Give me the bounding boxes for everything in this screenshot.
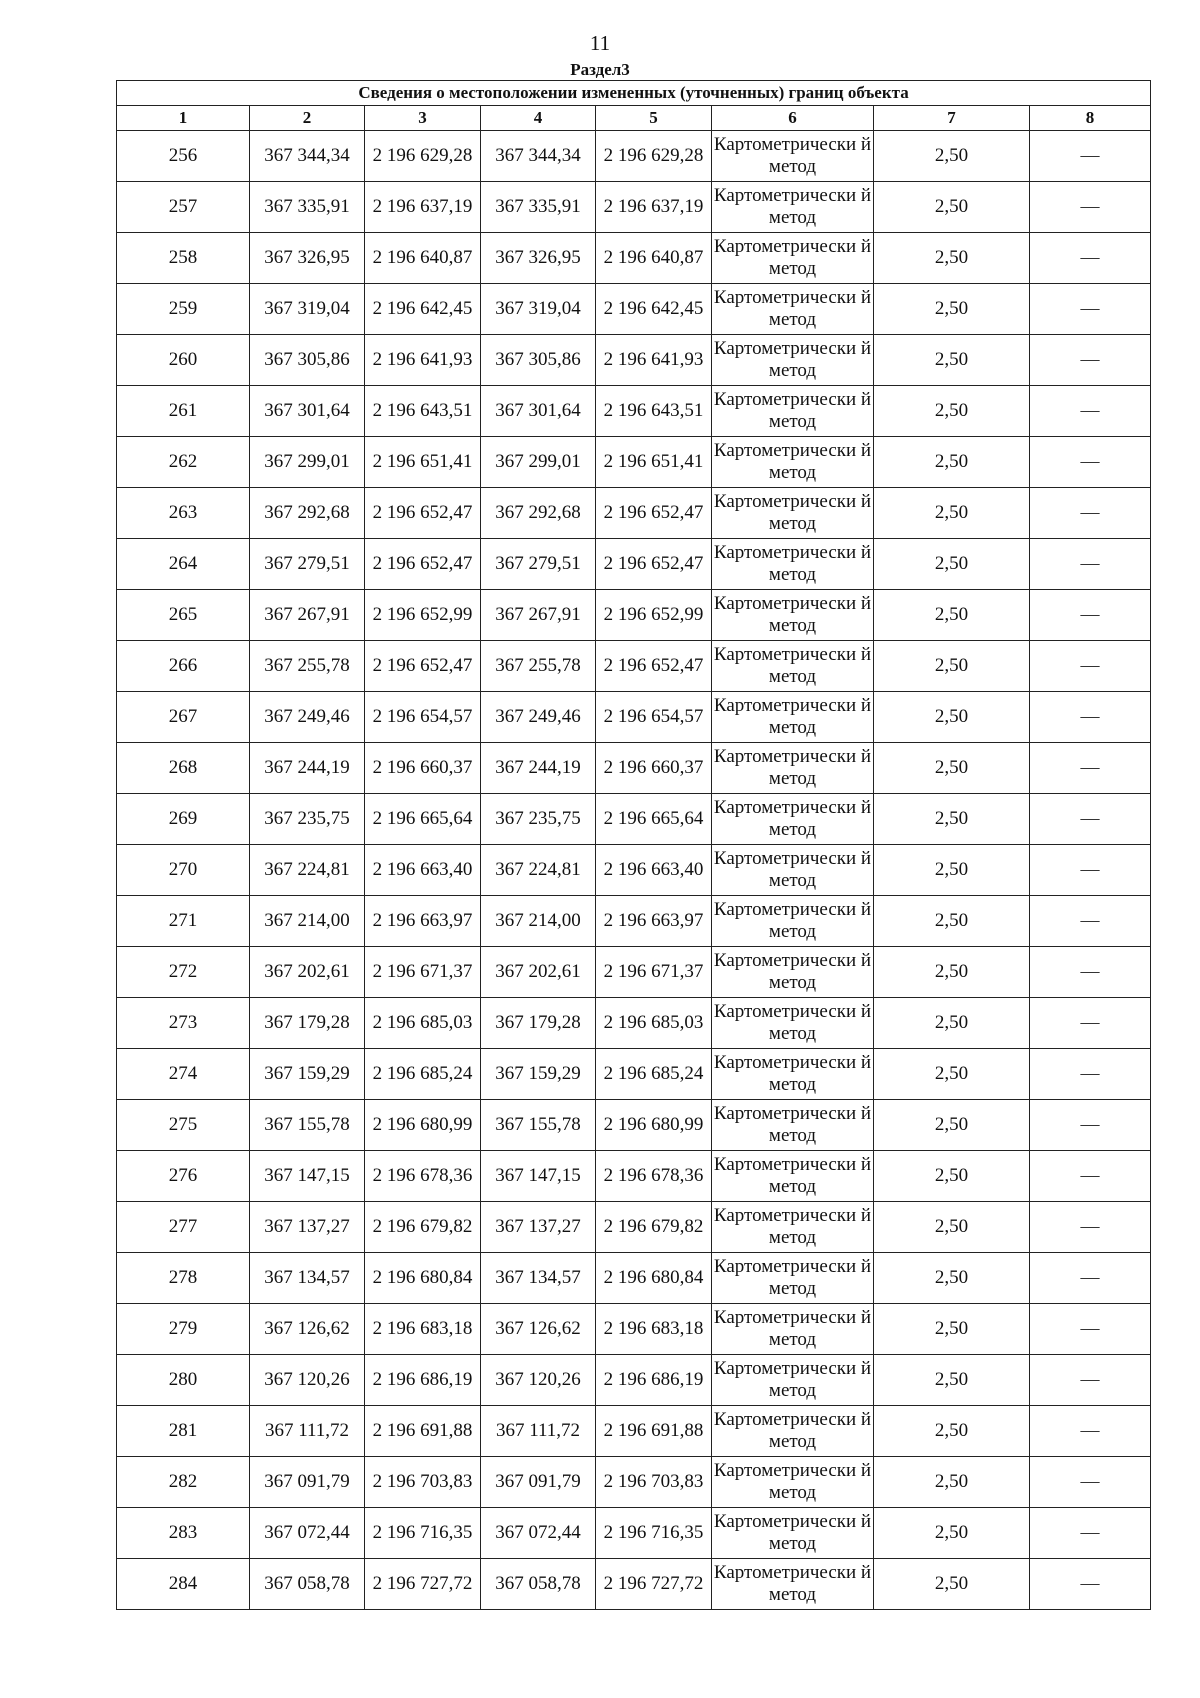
column-number-3: 3 [365, 106, 481, 131]
cell-y-new: 2 196 680,99 [596, 1100, 712, 1151]
cell-method: Картометрически й метод [712, 1151, 874, 1202]
cell-x-old: 367 299,01 [250, 437, 365, 488]
cell-method: Картометрически й метод [712, 896, 874, 947]
cell-method: Картометрически й метод [712, 1304, 874, 1355]
cell-method: Картометрически й метод [712, 233, 874, 284]
cell-x-old: 367 072,44 [250, 1508, 365, 1559]
cell-y-old: 2 196 660,37 [365, 743, 481, 794]
cell-y-old: 2 196 703,83 [365, 1457, 481, 1508]
cell-y-new: 2 196 629,28 [596, 131, 712, 182]
table-row [117, 590, 1151, 641]
cell-description: — [1030, 998, 1151, 1049]
cell-y-old: 2 196 651,41 [365, 437, 481, 488]
cell-x-new: 367 179,28 [481, 998, 596, 1049]
table-row [117, 1151, 1151, 1202]
cell-point-number: 279 [117, 1304, 250, 1355]
cell-x-old: 367 235,75 [250, 794, 365, 845]
cell-method: Картометрически й метод [712, 1559, 874, 1610]
cell-y-new: 2 196 703,83 [596, 1457, 712, 1508]
table-title-row [117, 81, 1151, 106]
cell-accuracy: 2,50 [874, 1202, 1030, 1253]
table-row [117, 335, 1151, 386]
cell-accuracy: 2,50 [874, 1049, 1030, 1100]
cell-accuracy: 2,50 [874, 386, 1030, 437]
cell-method: Картометрически й метод [712, 947, 874, 998]
cell-y-old: 2 196 642,45 [365, 284, 481, 335]
cell-point-number: 274 [117, 1049, 250, 1100]
cell-accuracy: 2,50 [874, 1406, 1030, 1457]
cell-method: Картометрически й метод [712, 743, 874, 794]
table-row [117, 437, 1151, 488]
cell-x-new: 367 301,64 [481, 386, 596, 437]
cell-accuracy: 2,50 [874, 233, 1030, 284]
cell-y-old: 2 196 671,37 [365, 947, 481, 998]
cell-x-old: 367 091,79 [250, 1457, 365, 1508]
cell-description: — [1030, 386, 1151, 437]
column-number-1: 1 [117, 106, 250, 131]
cell-y-old: 2 196 663,40 [365, 845, 481, 896]
cell-point-number: 280 [117, 1355, 250, 1406]
cell-point-number: 273 [117, 998, 250, 1049]
cell-y-new: 2 196 637,19 [596, 182, 712, 233]
cell-x-new: 367 202,61 [481, 947, 596, 998]
cell-method: Картометрически й метод [712, 1253, 874, 1304]
cell-y-old: 2 196 683,18 [365, 1304, 481, 1355]
cell-point-number: 268 [117, 743, 250, 794]
column-number-row [117, 106, 1151, 131]
page-number: 11 [589, 31, 611, 55]
cell-method: Картометрически й метод [712, 131, 874, 182]
table-row [117, 1355, 1151, 1406]
cell-y-old: 2 196 640,87 [365, 233, 481, 284]
cell-y-old: 2 196 652,47 [365, 641, 481, 692]
cell-x-old: 367 134,57 [250, 1253, 365, 1304]
cell-y-new: 2 196 727,72 [596, 1559, 712, 1610]
cell-x-old: 367 224,81 [250, 845, 365, 896]
cell-y-new: 2 196 683,18 [596, 1304, 712, 1355]
cell-accuracy: 2,50 [874, 335, 1030, 386]
cell-y-new: 2 196 665,64 [596, 794, 712, 845]
cell-point-number: 264 [117, 539, 250, 590]
cell-point-number: 267 [117, 692, 250, 743]
cell-x-old: 367 249,46 [250, 692, 365, 743]
table-row [117, 233, 1151, 284]
cell-method: Картометрически й метод [712, 1049, 874, 1100]
cell-description: — [1030, 845, 1151, 896]
cell-x-old: 367 155,78 [250, 1100, 365, 1151]
cell-x-old: 367 326,95 [250, 233, 365, 284]
cell-y-new: 2 196 652,99 [596, 590, 712, 641]
cell-point-number: 262 [117, 437, 250, 488]
cell-y-old: 2 196 637,19 [365, 182, 481, 233]
table-row [117, 743, 1151, 794]
cell-description: — [1030, 1406, 1151, 1457]
cell-y-old: 2 196 678,36 [365, 1151, 481, 1202]
table-row [117, 1202, 1151, 1253]
cell-y-new: 2 196 652,47 [596, 539, 712, 590]
cell-accuracy: 2,50 [874, 1100, 1030, 1151]
cell-accuracy: 2,50 [874, 641, 1030, 692]
cell-y-new: 2 196 680,84 [596, 1253, 712, 1304]
cell-y-old: 2 196 663,97 [365, 896, 481, 947]
cell-x-new: 367 249,46 [481, 692, 596, 743]
cell-accuracy: 2,50 [874, 284, 1030, 335]
cell-y-old: 2 196 665,64 [365, 794, 481, 845]
cell-x-new: 367 235,75 [481, 794, 596, 845]
cell-y-new: 2 196 652,47 [596, 641, 712, 692]
cell-x-new: 367 299,01 [481, 437, 596, 488]
coordinates-table [116, 80, 1151, 1610]
cell-y-old: 2 196 686,19 [365, 1355, 481, 1406]
cell-accuracy: 2,50 [874, 1355, 1030, 1406]
cell-y-old: 2 196 629,28 [365, 131, 481, 182]
table-row [117, 1508, 1151, 1559]
cell-x-old: 367 292,68 [250, 488, 365, 539]
table-row [117, 488, 1151, 539]
cell-accuracy: 2,50 [874, 845, 1030, 896]
cell-x-old: 367 335,91 [250, 182, 365, 233]
cell-description: — [1030, 641, 1151, 692]
cell-description: — [1030, 1100, 1151, 1151]
cell-method: Картометрически й метод [712, 284, 874, 335]
cell-method: Картометрически й метод [712, 845, 874, 896]
table-body [117, 131, 1151, 1610]
table-row [117, 131, 1151, 182]
cell-y-old: 2 196 685,03 [365, 998, 481, 1049]
cell-accuracy: 2,50 [874, 794, 1030, 845]
cell-y-old: 2 196 727,72 [365, 1559, 481, 1610]
cell-x-new: 367 147,15 [481, 1151, 596, 1202]
cell-point-number: 272 [117, 947, 250, 998]
cell-x-old: 367 255,78 [250, 641, 365, 692]
cell-accuracy: 2,50 [874, 488, 1030, 539]
cell-y-new: 2 196 679,82 [596, 1202, 712, 1253]
cell-x-new: 367 137,27 [481, 1202, 596, 1253]
cell-description: — [1030, 1049, 1151, 1100]
cell-method: Картометрически й метод [712, 1100, 874, 1151]
cell-y-new: 2 196 663,40 [596, 845, 712, 896]
cell-x-new: 367 344,34 [481, 131, 596, 182]
cell-point-number: 270 [117, 845, 250, 896]
cell-x-old: 367 179,28 [250, 998, 365, 1049]
cell-x-new: 367 279,51 [481, 539, 596, 590]
cell-point-number: 271 [117, 896, 250, 947]
cell-description: — [1030, 1457, 1151, 1508]
cell-accuracy: 2,50 [874, 1457, 1030, 1508]
cell-y-new: 2 196 652,47 [596, 488, 712, 539]
cell-method: Картометрически й метод [712, 1508, 874, 1559]
cell-x-new: 367 126,62 [481, 1304, 596, 1355]
table-row [117, 845, 1151, 896]
cell-x-new: 367 244,19 [481, 743, 596, 794]
cell-y-old: 2 196 691,88 [365, 1406, 481, 1457]
cell-x-new: 367 305,86 [481, 335, 596, 386]
table-row [117, 794, 1151, 845]
cell-description: — [1030, 284, 1151, 335]
cell-description: — [1030, 335, 1151, 386]
cell-x-new: 367 111,72 [481, 1406, 596, 1457]
cell-x-old: 367 120,26 [250, 1355, 365, 1406]
column-number-6: 6 [712, 106, 874, 131]
cell-description: — [1030, 437, 1151, 488]
cell-accuracy: 2,50 [874, 131, 1030, 182]
cell-description: — [1030, 1559, 1151, 1610]
cell-x-old: 367 305,86 [250, 335, 365, 386]
cell-y-new: 2 196 642,45 [596, 284, 712, 335]
cell-method: Картометрически й метод [712, 386, 874, 437]
cell-y-old: 2 196 652,47 [365, 539, 481, 590]
table-row [117, 182, 1151, 233]
cell-point-number: 266 [117, 641, 250, 692]
cell-y-new: 2 196 651,41 [596, 437, 712, 488]
cell-x-new: 367 255,78 [481, 641, 596, 692]
cell-accuracy: 2,50 [874, 947, 1030, 998]
cell-accuracy: 2,50 [874, 539, 1030, 590]
cell-description: — [1030, 488, 1151, 539]
cell-description: — [1030, 743, 1151, 794]
cell-description: — [1030, 1151, 1151, 1202]
cell-x-old: 367 058,78 [250, 1559, 365, 1610]
column-number-7: 7 [874, 106, 1030, 131]
cell-y-old: 2 196 679,82 [365, 1202, 481, 1253]
cell-x-old: 367 147,15 [250, 1151, 365, 1202]
cell-x-old: 367 111,72 [250, 1406, 365, 1457]
section-title: Раздел3 [570, 60, 630, 79]
cell-x-new: 367 267,91 [481, 590, 596, 641]
cell-description: — [1030, 131, 1151, 182]
cell-accuracy: 2,50 [874, 1559, 1030, 1610]
cell-accuracy: 2,50 [874, 998, 1030, 1049]
column-number-2: 2 [250, 106, 365, 131]
cell-description: — [1030, 896, 1151, 947]
cell-point-number: 283 [117, 1508, 250, 1559]
cell-x-new: 367 120,26 [481, 1355, 596, 1406]
cell-accuracy: 2,50 [874, 1508, 1030, 1559]
cell-x-new: 367 319,04 [481, 284, 596, 335]
cell-x-new: 367 292,68 [481, 488, 596, 539]
cell-x-new: 367 335,91 [481, 182, 596, 233]
cell-accuracy: 2,50 [874, 692, 1030, 743]
cell-method: Картометрически й метод [712, 590, 874, 641]
cell-description: — [1030, 182, 1151, 233]
cell-y-new: 2 196 678,36 [596, 1151, 712, 1202]
cell-y-old: 2 196 643,51 [365, 386, 481, 437]
cell-accuracy: 2,50 [874, 590, 1030, 641]
cell-accuracy: 2,50 [874, 437, 1030, 488]
cell-method: Картометрически й метод [712, 1457, 874, 1508]
cell-x-new: 367 072,44 [481, 1508, 596, 1559]
cell-point-number: 281 [117, 1406, 250, 1457]
cell-point-number: 278 [117, 1253, 250, 1304]
table-row [117, 896, 1151, 947]
cell-x-new: 367 214,00 [481, 896, 596, 947]
cell-y-old: 2 196 685,24 [365, 1049, 481, 1100]
cell-description: — [1030, 590, 1151, 641]
cell-x-old: 367 267,91 [250, 590, 365, 641]
cell-accuracy: 2,50 [874, 743, 1030, 794]
cell-description: — [1030, 1304, 1151, 1355]
cell-point-number: 284 [117, 1559, 250, 1610]
cell-y-new: 2 196 685,24 [596, 1049, 712, 1100]
cell-x-old: 367 214,00 [250, 896, 365, 947]
cell-method: Картометрически й метод [712, 488, 874, 539]
column-number-5: 5 [596, 106, 712, 131]
cell-y-old: 2 196 652,47 [365, 488, 481, 539]
cell-point-number: 257 [117, 182, 250, 233]
cell-x-old: 367 126,62 [250, 1304, 365, 1355]
cell-x-new: 367 155,78 [481, 1100, 596, 1151]
cell-method: Картометрически й метод [712, 641, 874, 692]
cell-x-old: 367 279,51 [250, 539, 365, 590]
cell-method: Картометрически й метод [712, 794, 874, 845]
cell-description: — [1030, 539, 1151, 590]
cell-x-old: 367 344,34 [250, 131, 365, 182]
cell-accuracy: 2,50 [874, 1253, 1030, 1304]
cell-description: — [1030, 1355, 1151, 1406]
cell-y-old: 2 196 652,99 [365, 590, 481, 641]
cell-x-new: 367 091,79 [481, 1457, 596, 1508]
cell-point-number: 276 [117, 1151, 250, 1202]
cell-y-new: 2 196 640,87 [596, 233, 712, 284]
table-row [117, 1253, 1151, 1304]
cell-method: Картометрически й метод [712, 1355, 874, 1406]
cell-point-number: 282 [117, 1457, 250, 1508]
cell-point-number: 259 [117, 284, 250, 335]
cell-y-new: 2 196 654,57 [596, 692, 712, 743]
table-row [117, 692, 1151, 743]
cell-x-old: 367 301,64 [250, 386, 365, 437]
cell-y-old: 2 196 680,99 [365, 1100, 481, 1151]
cell-y-new: 2 196 716,35 [596, 1508, 712, 1559]
table-row [117, 539, 1151, 590]
table-row [117, 1457, 1151, 1508]
cell-x-old: 367 137,27 [250, 1202, 365, 1253]
cell-x-new: 367 159,29 [481, 1049, 596, 1100]
cell-point-number: 277 [117, 1202, 250, 1253]
cell-method: Картометрически й метод [712, 998, 874, 1049]
cell-method: Картометрически й метод [712, 1406, 874, 1457]
table-row [117, 947, 1151, 998]
table-row [117, 386, 1151, 437]
cell-y-new: 2 196 643,51 [596, 386, 712, 437]
cell-method: Картометрически й метод [712, 1202, 874, 1253]
cell-accuracy: 2,50 [874, 1151, 1030, 1202]
table-row [117, 284, 1151, 335]
cell-description: — [1030, 794, 1151, 845]
cell-x-old: 367 159,29 [250, 1049, 365, 1100]
cell-x-old: 367 319,04 [250, 284, 365, 335]
cell-x-new: 367 134,57 [481, 1253, 596, 1304]
table-row [117, 1304, 1151, 1355]
cell-accuracy: 2,50 [874, 182, 1030, 233]
cell-point-number: 263 [117, 488, 250, 539]
cell-y-new: 2 196 691,88 [596, 1406, 712, 1457]
cell-method: Картометрически й метод [712, 539, 874, 590]
cell-x-new: 367 224,81 [481, 845, 596, 896]
cell-description: — [1030, 1202, 1151, 1253]
cell-description: — [1030, 1253, 1151, 1304]
cell-point-number: 275 [117, 1100, 250, 1151]
cell-point-number: 265 [117, 590, 250, 641]
cell-y-new: 2 196 660,37 [596, 743, 712, 794]
cell-y-old: 2 196 716,35 [365, 1508, 481, 1559]
cell-x-old: 367 202,61 [250, 947, 365, 998]
cell-point-number: 256 [117, 131, 250, 182]
cell-method: Картометрически й метод [712, 692, 874, 743]
cell-description: — [1030, 233, 1151, 284]
table-row [117, 1049, 1151, 1100]
cell-description: — [1030, 947, 1151, 998]
cell-accuracy: 2,50 [874, 1304, 1030, 1355]
cell-y-new: 2 196 671,37 [596, 947, 712, 998]
table-row [117, 1406, 1151, 1457]
cell-point-number: 260 [117, 335, 250, 386]
cell-y-old: 2 196 680,84 [365, 1253, 481, 1304]
cell-method: Картометрически й метод [712, 182, 874, 233]
cell-x-new: 367 058,78 [481, 1559, 596, 1610]
table-row [117, 1100, 1151, 1151]
cell-x-old: 367 244,19 [250, 743, 365, 794]
cell-x-new: 367 326,95 [481, 233, 596, 284]
cell-y-old: 2 196 641,93 [365, 335, 481, 386]
cell-y-new: 2 196 663,97 [596, 896, 712, 947]
table-row [117, 998, 1151, 1049]
cell-point-number: 258 [117, 233, 250, 284]
cell-accuracy: 2,50 [874, 896, 1030, 947]
column-number-8: 8 [1030, 106, 1151, 131]
cell-y-old: 2 196 654,57 [365, 692, 481, 743]
cell-method: Картометрически й метод [712, 335, 874, 386]
cell-y-new: 2 196 686,19 [596, 1355, 712, 1406]
table-row [117, 641, 1151, 692]
column-number-4: 4 [481, 106, 596, 131]
cell-point-number: 269 [117, 794, 250, 845]
cell-method: Картометрически й метод [712, 437, 874, 488]
cell-y-new: 2 196 641,93 [596, 335, 712, 386]
table-row [117, 1559, 1151, 1610]
cell-description: — [1030, 692, 1151, 743]
cell-description: — [1030, 1508, 1151, 1559]
cell-point-number: 261 [117, 386, 250, 437]
table-title: Сведения о местоположении измененных (уточненных) границ объекта [117, 81, 1151, 106]
cell-y-new: 2 196 685,03 [596, 998, 712, 1049]
